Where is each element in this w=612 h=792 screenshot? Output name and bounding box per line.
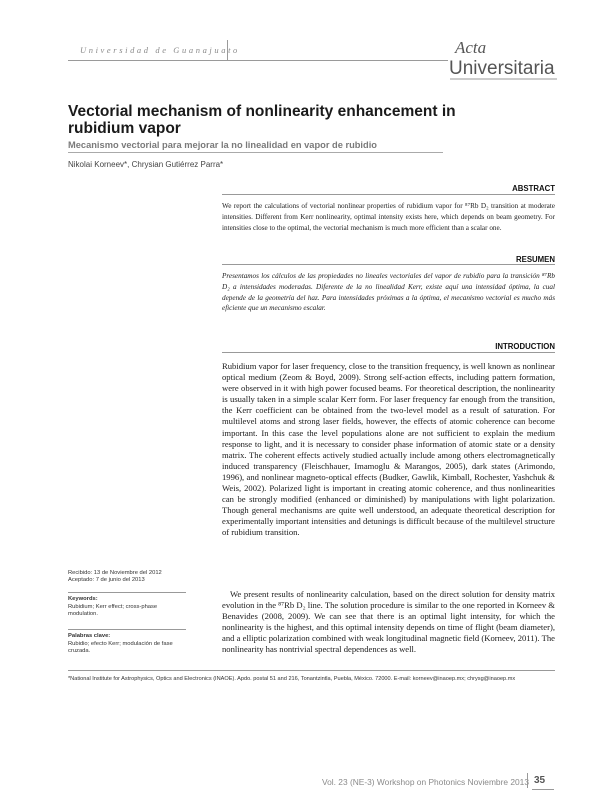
received-date: Recibido: 13 de Noviembre del 2012 [68, 570, 162, 576]
page-number: 35 [534, 775, 546, 786]
header-divider [227, 40, 228, 60]
article-title: Vectorial mechanism of nonlinearity enhancement in rubidium vapor [68, 103, 456, 137]
logo-bottom-text: Universitaria [449, 58, 555, 79]
dates-block [68, 570, 188, 585]
abstract-heading: ABSTRACT [512, 184, 555, 193]
resumen-heading: RESUMEN [516, 255, 555, 264]
keywords-rule [68, 592, 186, 593]
keywords-heading: Keywords: [68, 596, 98, 602]
introduction-heading: INTRODUCTION [495, 342, 555, 351]
logo-top-text: Acta [455, 38, 487, 57]
palabras-text: Rubidio; efecto Kerr; modulación de fase cruzada. [68, 641, 173, 655]
introduction-rule [222, 352, 555, 353]
resumen-text: Presentamos los cálculos de las propiedades no lineales vectoriales del vapor de rubidio para la transición ⁸⁷Rb D₂ a intensidades moderadas. Diferente de la no linealidad Kerr, existe aquí una intensidad óptima, la cual depende de la geometría del haz. Para intensidades próximas a la óptima, el mecanismo vectorial es mucho más eficiente que un mecanismo escalar. [222, 272, 555, 313]
palabras-rule [68, 629, 186, 630]
abstract-rule [222, 194, 555, 195]
article-subtitle: Mecanismo vectorial para mejorar la no linealidad en vapor de rubidio [68, 140, 377, 150]
footnote-rule [68, 670, 555, 671]
palabras-heading: Palabras clave: [68, 633, 111, 639]
resumen-rule [222, 264, 555, 265]
title-rule [68, 152, 443, 153]
intro-paragraph-2: We present results of nonlinearity calculation, based on the direct solution for density matrix evolution in the ⁸⁷Rb D₂ line. The solution procedure is similar to the one reported in Korneev & Benavides (2008, 2009). We can see that there is an optimal light intensity, for which the nonlinearity is the highest, and this optimal intensity depends on time of flight (beam diameter), and a elliptic polarization combined with weak longitudinal magnetic field (Korneev, 2011). The nonlinearity has nontrivial spectral dependences as well. [222, 589, 555, 655]
header-rule [68, 60, 448, 61]
accepted-date: Aceptado: 7 de junio del 2013 [68, 577, 145, 584]
intro-paragraph-1: Rubidium vapor for laser frequency, close to the transition frequency, is well known as nonlinear optical medium (Zeom & Boyd, 2009). Strong self-action effects, including pattern formation, were observed in it with high power focused beams. For theoretical description, the nonlinearity is usually taken in a simple scalar Kerr form. For laser frequency far enough from the transition, the Kerr coefficient can be obtained from the two-level model as a result of saturation. For multilevel atoms and strong laser fields, however, the effects of atomic coherence can become important. In this case the level populations alone are not sufficient to explain the medium response to light, and it is necessary to consider phase information of atomic state or a density matrix. The coherent effects actively studied actually include among others electromagnetically induced transparency (Fleischhauer, Imamoglu & Marangos, 2005), dark states (Arimondo, 1996), and nonlinear magneto-optical effects (Budker, Gawlik, Kimball, Rochester, Yashchuk & Weis, 2002). Polarized light is important in creating atomic coherence, and thus nonlinearities can be strongly modified (enhanced or diminished) by manipulations with light polarization. Though general mechanisms are quite well understood, an adequate theoretical description for experimentally important intensities and detunings is difficult because of the multilevel structure of rubidium transition. [222, 361, 555, 538]
journal-footer: Vol. 23 (NE-3) Workshop on Photonics Noviembre 2013 [322, 777, 529, 787]
page-number-rule [532, 789, 554, 790]
keywords-text: Rubidium; Kerr effect; cross-phase modulation. [68, 604, 158, 618]
university-name: Universidad de Guanajuato [80, 45, 240, 55]
footer-divider [527, 773, 528, 788]
journal-logo [449, 38, 561, 82]
abstract-text: We report the calculations of vectorial nonlinear properties of rubidium vapor for ⁸⁷Rb D₂ transition at moderate intensities. Different from Kerr nonlinearity, optimal intensity exists here, which depends on beam geometry. For intensities close to the optimal, the vectorial mechanism is much more efficient than a scalar one. [222, 202, 555, 232]
authors: Nikolai Korneev*, Chrysian Gutiérrez Parra* [68, 160, 224, 169]
affiliation-footnote: *National Institute for Astrophysics, Optics and Electronics (INAOE). Apdo. postal 51 and 216, Tonantzintla, Puebla, México. 72000. E-mail: korneev@inaoep.mx; chrysg@inaoep.mx [68, 676, 516, 682]
